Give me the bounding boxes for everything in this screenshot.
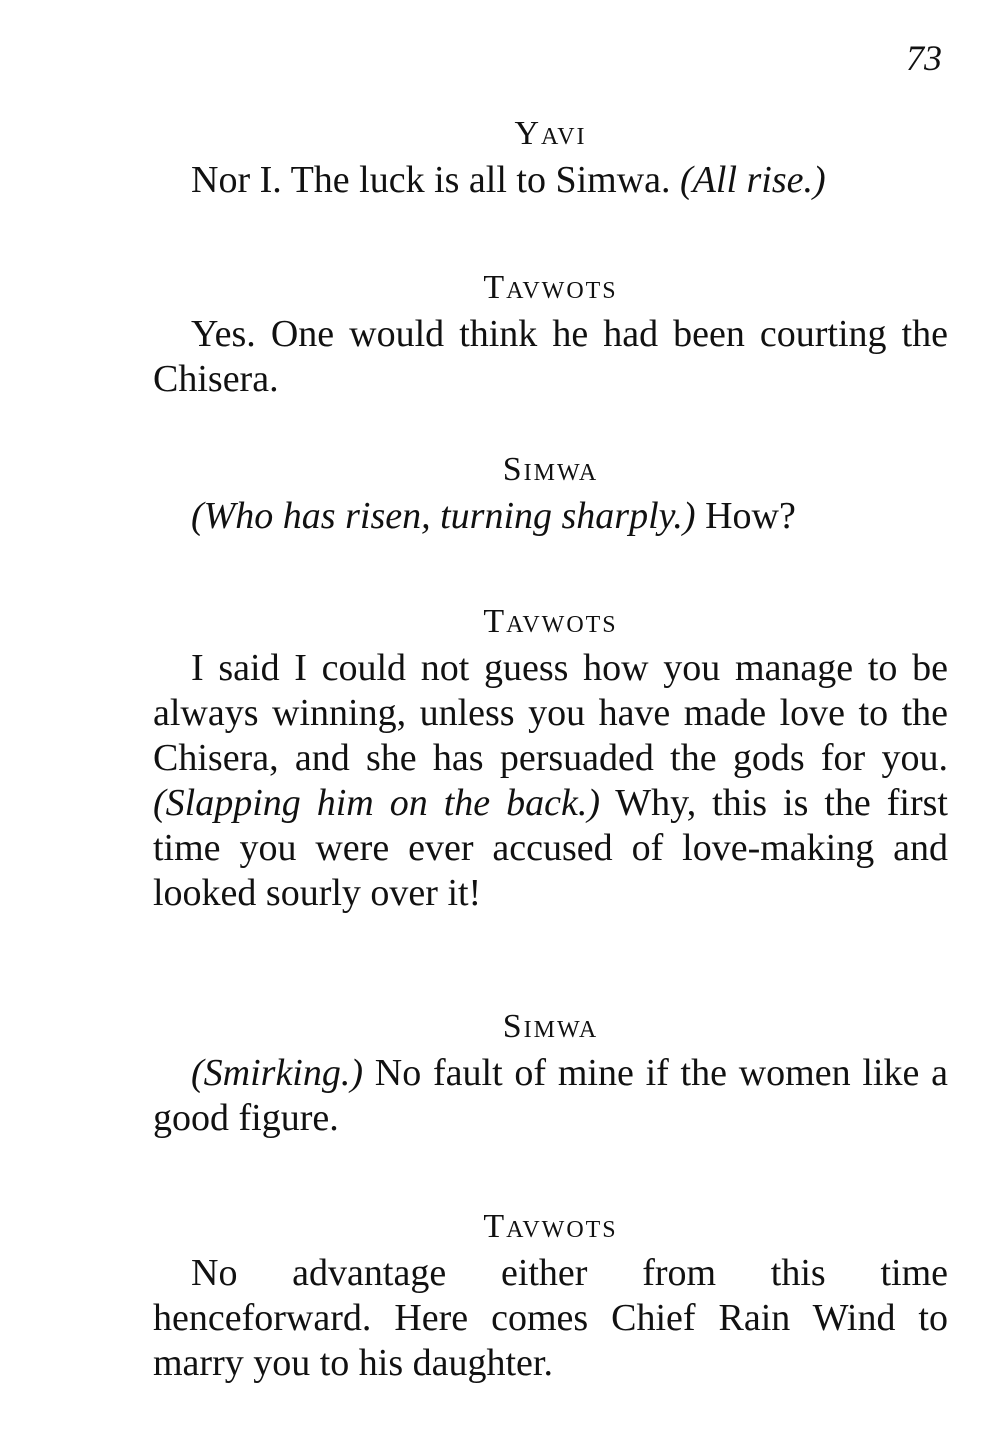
speech-text — [153, 494, 948, 539]
speech-before: Yes. One would think he had been courting the Chisera. — [153, 313, 948, 400]
stage-direction: (Slapping him on the back.) — [153, 782, 600, 824]
speech-after: How? — [695, 495, 796, 537]
stage-direction: (Who has risen, turning sharply.) — [191, 495, 696, 537]
dialogue-block — [153, 1005, 948, 1141]
dialogue-block — [153, 600, 948, 916]
speech-text — [153, 1051, 948, 1141]
dialogue-block — [153, 112, 948, 203]
speaker-name: Tavwots — [483, 269, 618, 306]
stage-direction: (All rise.) — [680, 159, 826, 201]
dialogue-block — [153, 1205, 948, 1386]
speech-text — [153, 312, 948, 402]
speech-text — [153, 646, 948, 916]
speaker-name: Tavwots — [483, 603, 618, 640]
speech-before: I said I could not guess how you manage to be always winning, unless you have made love to the Chisera, and she has persuaded the gods for you. — [153, 647, 948, 779]
dialogue-block — [153, 266, 948, 402]
speech-before: Nor I. The luck is all to Simwa. — [191, 159, 681, 201]
speech-text — [153, 158, 948, 203]
speaker-name: Simwa — [502, 451, 599, 488]
stage-direction: (Smirking.) — [191, 1052, 364, 1094]
speech-before: No advantage either from this time henceforward. Here comes Chief Rain Wind to marry you to his daughter. — [153, 1252, 948, 1384]
speech-after: Why, this is the first time you were ever accused of love-making and looked sourly over it! — [153, 782, 948, 914]
speech-text — [153, 1251, 948, 1386]
dialogue-block — [153, 448, 948, 539]
speech-after: No fault of mine if the women like a good figure. — [153, 1052, 948, 1139]
speaker-name: Yavi — [514, 115, 587, 152]
speaker-name: Simwa — [502, 1008, 599, 1045]
speaker-name: Tavwots — [483, 1208, 618, 1245]
page-number: 73 — [906, 38, 942, 78]
